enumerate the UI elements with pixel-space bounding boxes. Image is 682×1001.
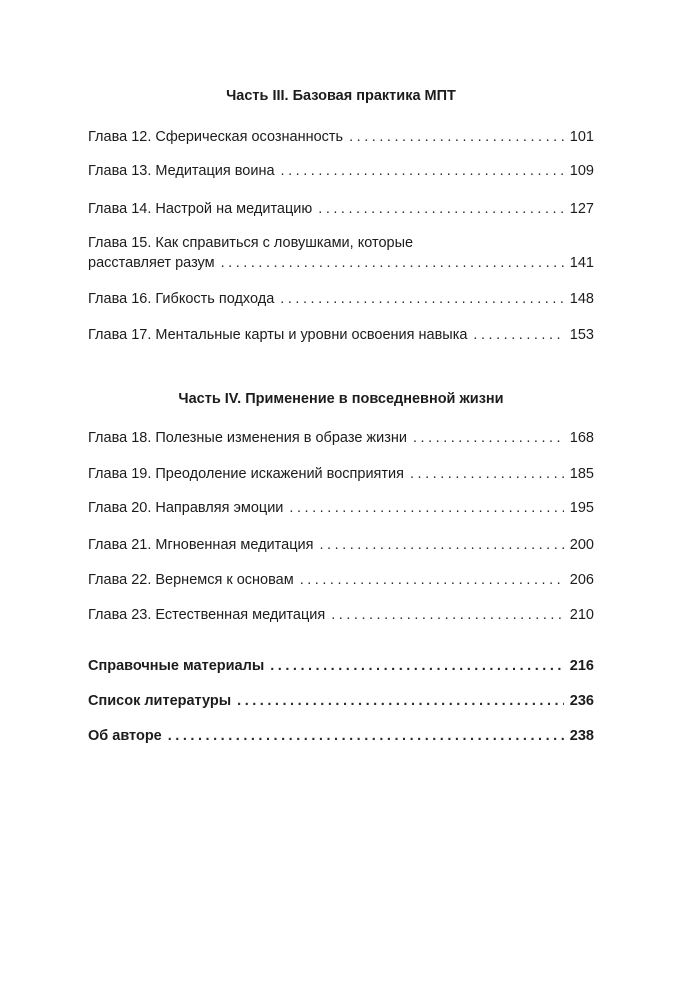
toc-entry-title: Глава 16. Гибкость подхода <box>88 291 275 307</box>
toc-entry-title: Глава 22. Вернемся к основам <box>88 572 294 588</box>
toc-entry-ch15[interactable] <box>88 233 594 273</box>
toc-entry-title: Глава 20. Направляя эмоции <box>88 500 284 516</box>
toc-entry-title: расставляет разум <box>88 255 215 271</box>
toc-page-number: 141 <box>569 255 594 271</box>
toc-entry-ch17[interactable] <box>88 325 594 345</box>
toc-entry-ch21[interactable] <box>88 535 594 555</box>
toc-entry-bibliography[interactable] <box>88 691 594 711</box>
toc-page-number: 168 <box>569 430 594 446</box>
dot-leader <box>281 161 564 181</box>
toc-entry-title: Глава 21. Мгновенная медитация <box>88 537 314 553</box>
dot-leader <box>318 199 564 219</box>
dot-leader <box>413 428 564 448</box>
toc-entry-title: Глава 13. Медитация воина <box>88 163 275 179</box>
part-4-title: Часть IV. Применение в повседневной жизни <box>178 391 504 407</box>
toc-entry-title: Глава 17. Ментальные карты и уровни освоения навыка <box>88 327 468 343</box>
toc-entry-title: Глава 23. Естественная медитация <box>88 607 326 623</box>
toc-entry-ch20[interactable] <box>88 498 594 518</box>
toc-entry-ch23[interactable] <box>88 605 594 625</box>
dot-leader <box>237 691 564 711</box>
toc-entry-ch22[interactable] <box>88 570 594 590</box>
toc-page-number: 153 <box>569 327 594 343</box>
toc-entry-title: Об авторе <box>88 728 162 744</box>
dot-leader <box>280 289 564 309</box>
toc-page-number: 185 <box>569 466 594 482</box>
dot-leader <box>289 498 563 518</box>
toc-page-number: 148 <box>569 291 594 307</box>
toc-entry-title: Глава 12. Сферическая осознанность <box>88 129 344 145</box>
toc-entry-title: Глава 18. Полезные изменения в образе жизни <box>88 430 407 446</box>
dot-leader <box>410 464 564 484</box>
toc-page-number: 200 <box>569 537 594 553</box>
toc-entry-ch18[interactable] <box>88 428 594 448</box>
dot-leader <box>319 535 563 555</box>
toc-entry-title: Справочные материалы <box>88 658 265 674</box>
toc-entry-title: Список литературы <box>88 693 232 709</box>
toc-entry-title-line1: Глава 15. Как справиться с ловушками, которые <box>88 235 414 251</box>
toc-page-number: 127 <box>569 201 594 217</box>
toc-page-number: 206 <box>569 572 594 588</box>
dot-leader <box>473 325 563 345</box>
toc-entry-ch19[interactable] <box>88 464 594 484</box>
toc-page-number: 195 <box>569 500 594 516</box>
toc-entry-ch13[interactable] <box>88 161 594 181</box>
toc-entry-references[interactable] <box>88 656 594 676</box>
toc-page-number: 238 <box>569 728 594 744</box>
dot-leader <box>221 253 564 273</box>
toc-entry-title: Глава 19. Преодоление искажений восприятия <box>88 466 404 482</box>
toc-entry-ch14[interactable] <box>88 199 594 219</box>
toc-page-number: 101 <box>569 129 594 145</box>
toc-entry-about-author[interactable] <box>88 726 594 746</box>
dot-leader <box>349 127 564 147</box>
dot-leader <box>270 656 564 676</box>
toc-page-number: 236 <box>569 693 594 709</box>
part-3-title: Часть III. Базовая практика МПТ <box>226 88 456 104</box>
toc-page-number: 216 <box>569 658 594 674</box>
dot-leader <box>168 726 564 746</box>
toc-page-number: 109 <box>569 163 594 179</box>
toc-entry-title: Глава 14. Настрой на медитацию <box>88 201 313 217</box>
toc-page-number: 210 <box>569 607 594 623</box>
dot-leader <box>300 570 564 590</box>
dot-leader <box>331 605 564 625</box>
toc-entry-ch16[interactable] <box>88 289 594 309</box>
toc-entry-ch12[interactable] <box>88 127 594 147</box>
